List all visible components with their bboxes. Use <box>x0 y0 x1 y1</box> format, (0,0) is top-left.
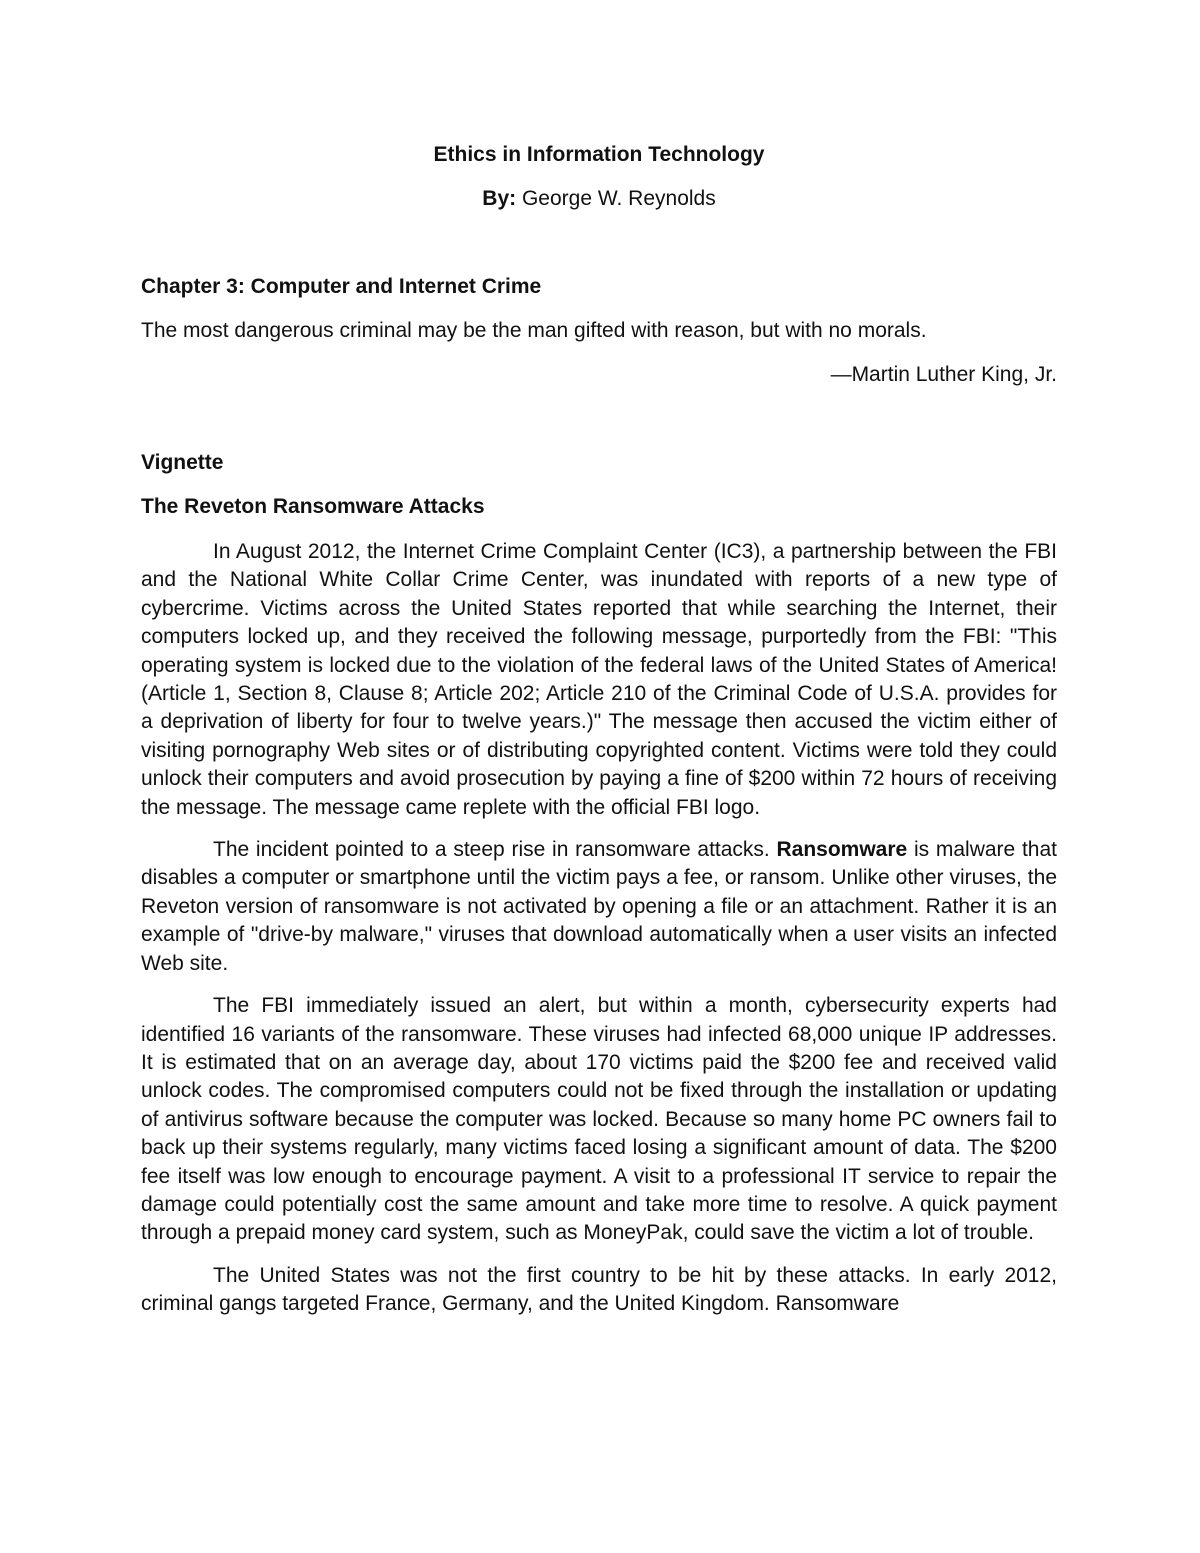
epigraph-quote: The most dangerous criminal may be the man gifted with reason, but with no morals. <box>141 319 927 342</box>
epigraph-attribution: —Martin Luther King, Jr. <box>830 363 1057 386</box>
subsection-heading: The Reveton Ransomware Attacks <box>141 495 485 518</box>
body-paragraph <box>141 836 1057 978</box>
paragraph-text: is malware that disables a computer or smartphone until the victim pays a fee, or ransom. Unlike other viruses, the Reveton version of ransomware is not activated by opening a file or an attachment. Rather it is an example of "drive-by malware," viruses that download automatically when a user visits an infected Web site. <box>141 838 1057 975</box>
chapter-heading: Chapter 3: Computer and Internet Crime <box>141 275 542 298</box>
body-paragraph: The United States was not the first country to be hit by these attacks. In early 2012, criminal gangs targeted France, Germany, and the United Kingdom. Ransomware <box>141 1263 1057 1316</box>
byline-author: George W. Reynolds <box>516 187 716 210</box>
paragraph-text: The incident pointed to a steep rise in ransomware attacks. <box>213 838 777 862</box>
document-page <box>141 140 1057 1319</box>
byline <box>141 184 1057 214</box>
body-paragraph: In August 2012, the Internet Crime Complaint Center (IC3), a partnership between the FBI and the National White Collar Crime Center, was inundated with reports of a new type of cybercrime. Victims across the United States reported that while searching the Internet, their computers locked up, and they received the following message, purportedly from the FBI: "This operating system is locked due to the violation of the federal laws of the United States of America! (Article 1, Section 8, Clause 8; Article 202; Article 210 of the Criminal Code of U.S.A. provides for a deprivation of liberty for four to twelve years.)" The message then accused the victim either of visiting pornography Web sites or of distributing copyrighted content. Victims were told they could unlock their computers and avoid prosecution by paying a fine of $200 within 72 hours of receiving the message. The message came replete with the official FBI logo. <box>141 540 1057 819</box>
body-paragraph: The FBI immediately issued an alert, but within a month, cybersecurity experts had identified 16 variants of the ransomware. These viruses had infected 68,000 unique IP addresses. It is estimated that on an average day, about 170 victims paid the $200 fee and received valid unlock codes. The compromised computers could not be fixed through the installation or updating of antivirus software because the computer was locked. Because so many home PC owners fail to back up their systems regularly, many victims faced losing a significant amount of data. The $200 fee itself was low enough to encourage payment. A visit to a professional IT service to repair the damage could potentially cost the same amount and take more time to resolve. A quick payment through a prepaid money card system, such as MoneyPak, could save the victim a lot of trouble. <box>141 994 1057 1245</box>
section-heading: Vignette <box>141 451 224 474</box>
document-title: Ethics in Information Technology <box>433 143 765 166</box>
byline-label: By: <box>482 187 517 210</box>
defined-term: Ransomware <box>776 838 908 862</box>
